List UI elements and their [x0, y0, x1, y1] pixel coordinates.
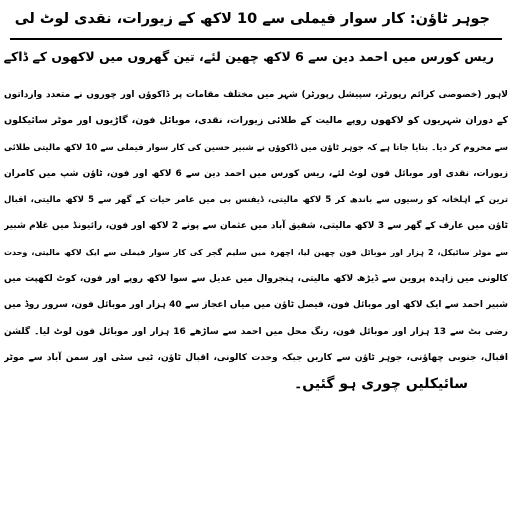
body-line: کالونی میں زاہدہ پروین سے ڈیڑھ لاکھ مالیتی، ہنجروال میں عدیل سے سوا لاکھ روپے اور فون، کوٹ لکھپت میں [4, 274, 508, 285]
body-line-last: سائیکلیں چوری ہو گئیں۔ [294, 376, 468, 393]
body-line: سے موٹر سائیکل، 2 ہزار اور موبائل فون چھین لیا، اچھرہ میں سلیم گجر کی کار سوار فیملی سے ایک لاکھ مالیتی، وحدت [4, 247, 508, 257]
body-line: سے محروم کر دیا۔ بتایا جاتا ہے کہ جوہر ٹاؤن میں ڈاکوؤں نے شبیر حسین کی کار سوار فیملی سے 10 لاکھ مالیتی طلائی [4, 142, 508, 153]
body-line: شبیر احمد سے ایک لاکھ اور موبائل فون، فیصل ٹاؤن میں میاں اعجاز سے 40 ہزار اور موبائل فون، سرور روڈ میں [4, 300, 508, 311]
headline-secondary: ریس کورس میں احمد دین سے 6 لاکھ چھین لئے، تین گھروں میں لاکھوں کے ڈاکے [3, 49, 494, 64]
body-line: زیورات، نقدی اور موبائل فون لوٹ لئے، ریس کورس میں احمد دین سے 6 لاکھ اور فون، ٹاؤن شپ میں کامران [4, 168, 508, 179]
headline-divider [10, 38, 502, 40]
headline-primary: جوہر ٹاؤن: کار سوار فیملی سے 10 لاکھ کے زیورات، نقدی لوٹ لی [14, 11, 490, 27]
body-line: اقبال، جنوبی چھاؤنی، جوہر ٹاؤن سے کاریں جبکہ وحدت کالونی، اقبال ٹاؤن، ٹبی سٹی اور سمن آباد سے موٹر [4, 352, 508, 363]
body-line: لاہور (خصوصی کرائم رپورٹر، سپیشل رپورٹر) شہر میں مختلف مقامات پر ڈاکوؤں اور چوروں نے متعدد وارداتوں [4, 90, 508, 100]
body-line: ٹاؤن میں عارف کے گھر سے 3 لاکھ مالیتی، شفیق آباد میں عثمان سے پونے 2 لاکھ اور فون، رائیونڈ میں غلام شبیر [4, 221, 508, 232]
body-line: کے دوران شہریوں کو لاکھوں روپے مالیت کے طلائی زیورات، نقدی، موبائل فون، گاڑیوں اور موٹر سائیکلوں [4, 115, 508, 127]
news-clipping [0, 8, 512, 511]
article-body [4, 82, 508, 398]
body-line: رضی بٹ سے 13 ہزار اور موبائل فون، رنگ محل میں احمد سے ساڑھے 16 ہزار اور موبائل فون لوٹ لیا۔ گلشن [4, 326, 508, 337]
body-line: ترین کے اہلخانہ کو رسیوں سے باندھ کر 5 لاکھ مالیتی، ڈیفنس بی میں عامر حیات کے گھر سے 5 لاکھ مالیتی، اقبال [4, 195, 508, 206]
